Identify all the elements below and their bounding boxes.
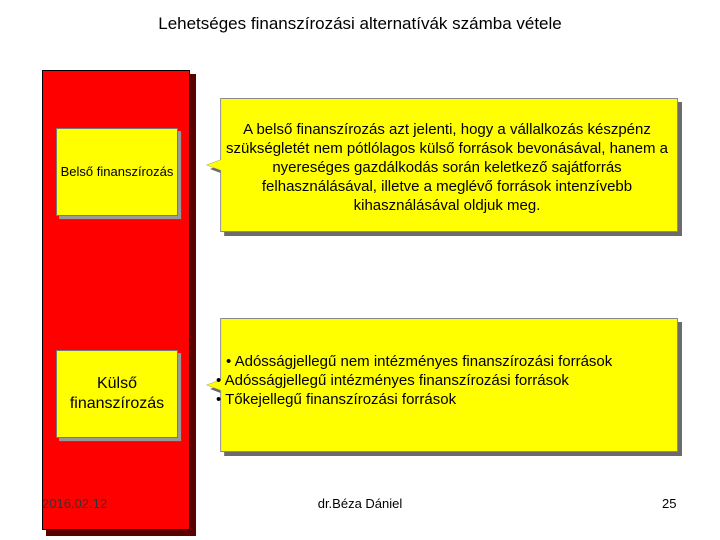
footer-author: dr.Béza Dániel	[317, 496, 403, 511]
list-item: • Tőkejellegű finanszírozási források	[216, 391, 457, 408]
belso-callout	[206, 98, 678, 232]
kulso-callout	[206, 318, 678, 452]
slide-title: Lehetséges finanszírozási alternatívák számba vétele	[158, 14, 562, 33]
kulso-finanszirozas-label: Külső finanszírozás	[69, 375, 165, 412]
footer-date: 2016.02.12	[42, 496, 108, 511]
list-item: • Adósságjellegű nem intézményes finanszírozási források	[226, 353, 613, 370]
list-item: • Adósságjellegű intézményes finanszírozási források	[216, 372, 569, 389]
kulso-finanszirozas-box	[56, 350, 178, 438]
belso-finanszirozas-box	[56, 128, 178, 216]
belso-description: A belső finanszírozás azt jelenti, hogy a vállalkozás készpénz szükségletét nem pótlólagos külső források bevonásával, hanem a nyereséges gazdálkodás során keletkező sajátforrás felhasználásával, illetve a meglévő források intenzívebb kihasználásával oldjuk meg.	[226, 121, 668, 214]
page-number: 25	[662, 496, 677, 511]
kulso-list	[216, 352, 672, 409]
belso-finanszirozas-label: Belső finanszírozás	[60, 164, 174, 179]
